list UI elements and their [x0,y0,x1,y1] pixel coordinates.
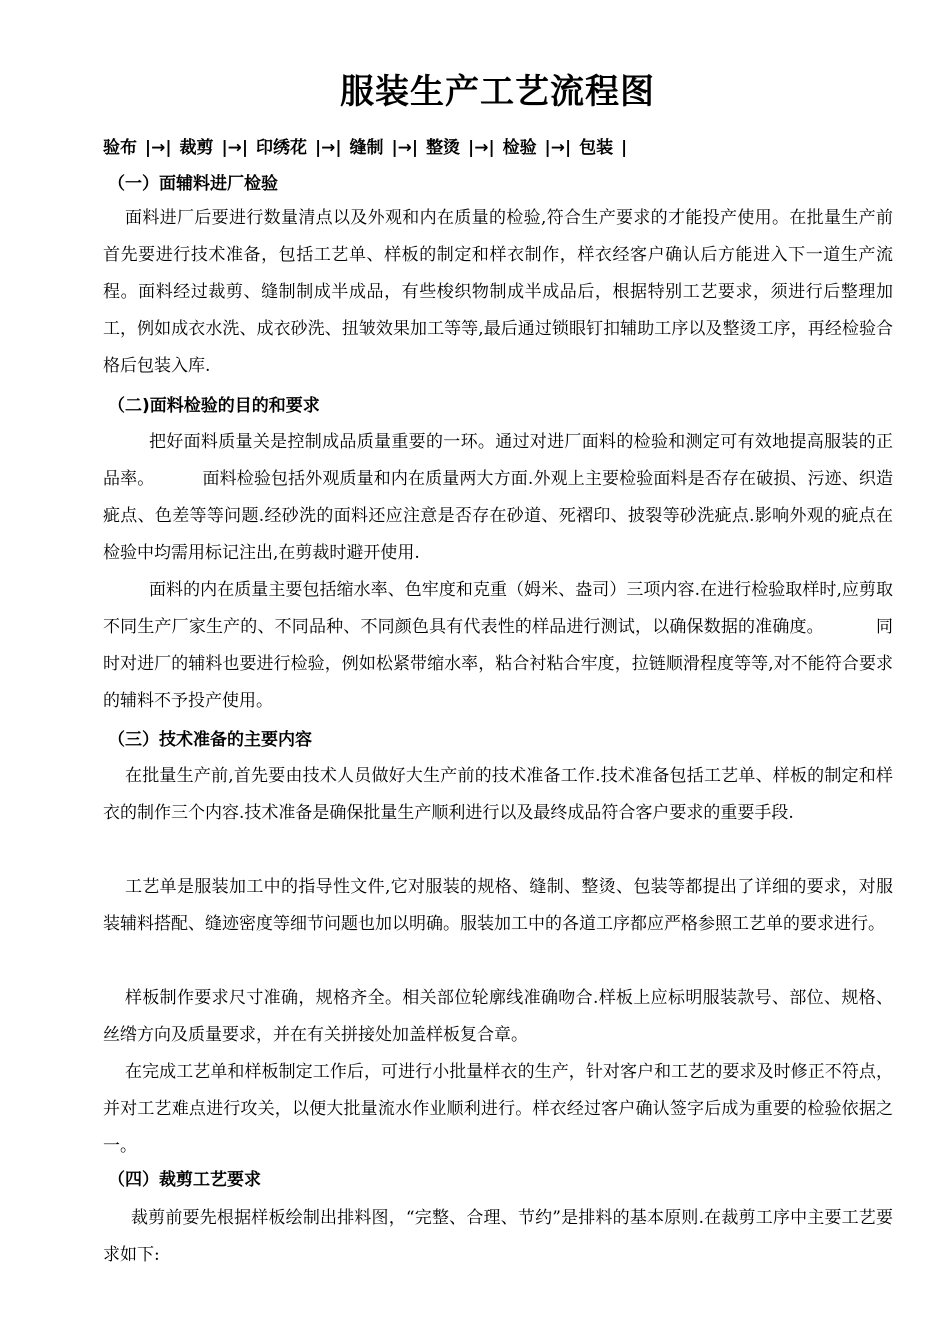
flow-step-printing-embroidery: 印绣花 [256,138,308,158]
section-3-paragraph-1: 在批量生产前,首先要由技术人员做好大生产前的技术准备工作.技术准备包括工艺单、样板的制定和样衣的制作三个内容.技术准备是确保批量生产顺利进行以及最终成品符合客户要求的重要手段. [103,766,893,823]
flow-arrow: |→| [467,138,495,158]
section-2-paragraph-1-part-a: 把好面料质量关是控制成品质量重要的一环。通过对进厂面料的检验和测定可有效地提高服装的正品率。 [103,432,893,489]
section-heading-3: （三）技术准备的主要内容 [108,730,312,750]
section-1-paragraph-1: 面料进厂后要进行数量清点以及外观和内在质量的检验,符合生产要求的才能投产使用。在批量生产前首先要进行技术准备，包括工艺单、样板的制定和样衣制作，样衣经客户确认后方能进入下一道生产流程。面料经过裁剪、缝制制成半成品，有些梭织物制成半成品后，根据特别工艺要求，须进行后整理加工，例如成衣水洗、成衣砂洗、扭皱效果加工等等,最后通过锁眼钉扣辅助工序以及整烫工序，再经检验合格后包装入库. [103,208,893,376]
section-3-paragraph-4: 在完成工艺单和样板制定工作后，可进行小批量样衣的生产，针对客户和工艺的要求及时修正不符点，并对工艺难点进行攻关，以便大批量流水作业顺利进行。样衣经过客户确认签字后成为重要的检验依据之一。 [103,1062,893,1156]
section-heading-4: （四）裁剪工艺要求 [108,1170,261,1190]
page-title: 服装生产工艺流程图 [340,72,655,112]
flow-end-bar: | [621,138,628,158]
process-flow [103,134,629,162]
section-heading-2: （二)面料检验的目的和要求 [108,396,320,416]
flow-step-ironing: 整烫 [426,138,461,158]
flow-arrow: |→| [391,138,419,158]
flow-arrow: |→| [144,138,172,158]
section-2-paragraph-1 [103,424,893,572]
flow-step-packing: 包装 [579,138,614,158]
flow-arrow: |→| [544,138,572,158]
flow-step-inspection: 检验 [502,138,537,158]
section-2-paragraph-2 [103,572,893,720]
section-2-paragraph-2-part-a: 面料的内在质量主要包括缩水率、色牢度和克重（姆米、盎司）三项内容.在进行检验取样时,应剪取不同生产厂家生产的、不同品种、不同颜色具有代表性的样品进行测试，以确保数据的准确度。 [103,580,893,637]
section-4-paragraph-1: 裁剪前要先根据样板绘制出排料图，“完整、合理、节约”是排料的基本原则.在裁剪工序中主要工艺要求如下: [103,1208,893,1265]
flow-arrow: |→| [314,138,342,158]
section-3-paragraph-3: 样板制作要求尺寸准确，规格齐全。相关部位轮廓线准确吻合.样板上应标明服装款号、部位、规格、丝绺方向及质量要求，并在有关拼接处加盖样板复合章。 [103,988,893,1045]
flow-step-sewing: 缝制 [349,138,384,158]
section-2-paragraph-2-part-b: 同时对进厂的辅料也要进行检验，例如松紧带缩水率，粘合衬粘合牢度，拉链顺滑程度等等,对不能符合要求的辅料不予投产使用。 [103,617,894,711]
section-2-paragraph-1-part-b: 面料检验包括外观质量和内在质量两大方面.外观上主要检验面料是否存在破损、污迹、织造疵点、色差等等问题.经砂洗的面料还应注意是否存在砂道、死褶印、披裂等砂洗疵点.影响外观的疵点在检验中均需用标记注出,在剪裁时避开使用. [103,469,894,563]
flow-step-inspect-fabric: 验布 [103,138,137,158]
section-heading-1: （一）面辅料进厂检验 [108,174,278,194]
flow-step-cutting: 裁剪 [179,138,214,158]
section-3-paragraph-2: 工艺单是服装加工中的指导性文件,它对服装的规格、缝制、整烫、包装等都提出了详细的要求，对服装辅料搭配、缝迹密度等细节问题也加以明确。服装加工中的各道工序都应严格参照工艺单的要求进行。 [103,877,893,934]
flow-arrow: |→| [221,138,249,158]
